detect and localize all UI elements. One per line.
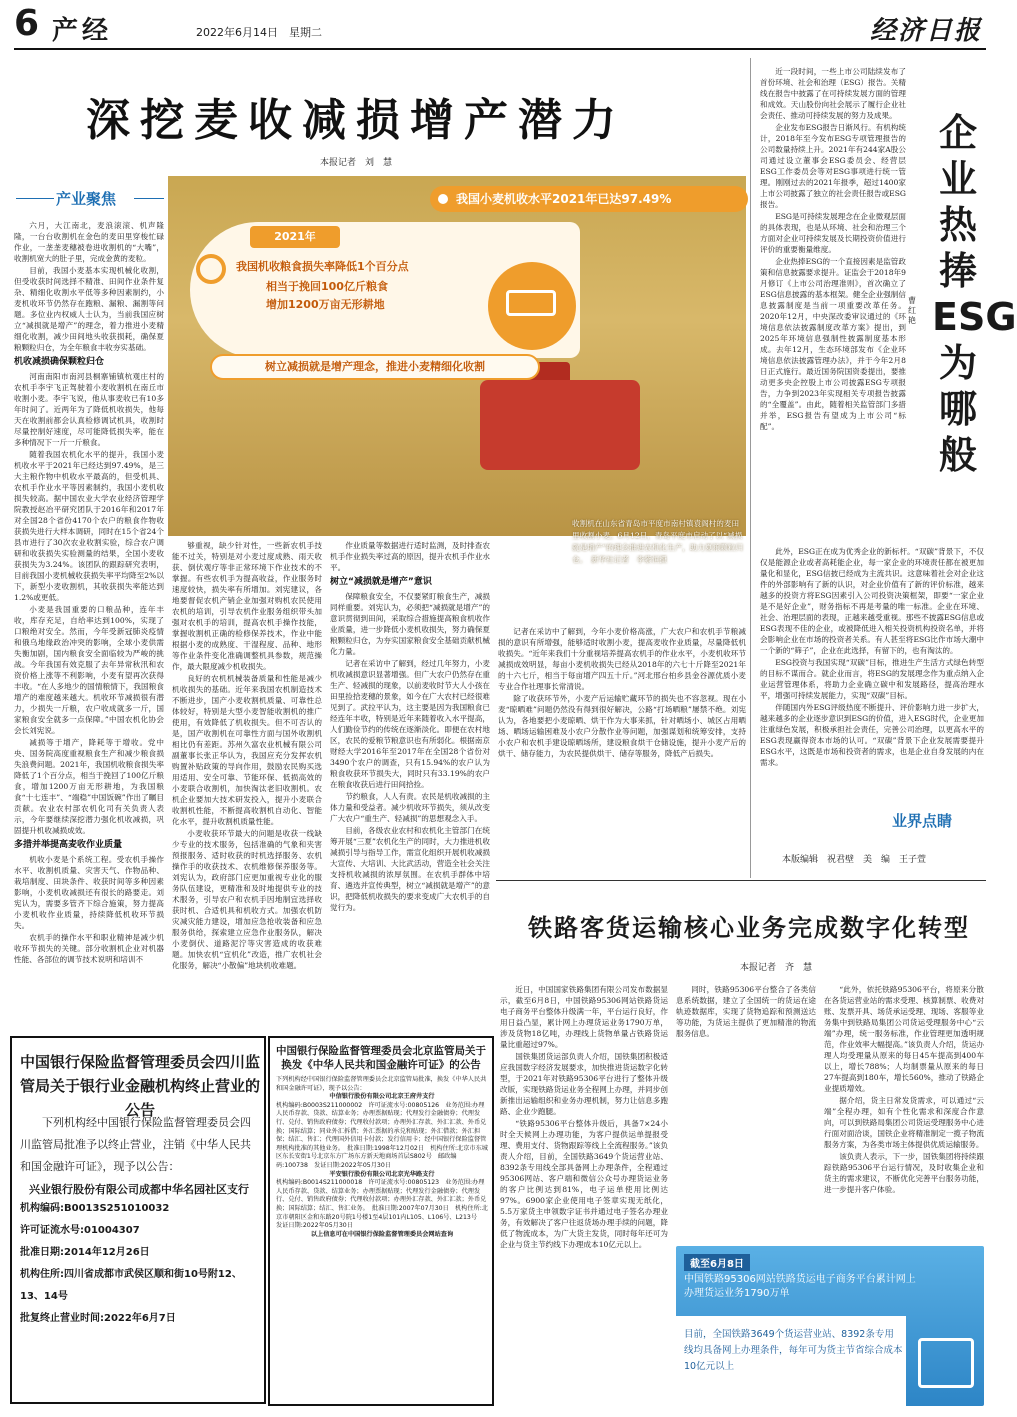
- article-column-4: [498, 626, 746, 876]
- railway-column-1: [500, 984, 668, 1404]
- calculator-icon: [918, 1338, 974, 1388]
- page-number: 6: [14, 3, 40, 44]
- target-icon: [196, 254, 226, 284]
- subheading: 树立“减损就是增产”意识: [330, 577, 432, 587]
- paragraph: 同时，铁路95306平台整合了各类信息系统数据，建立了全国统一的货运在途轨迹数据库，实现了货物追踪和预测送达等功能，为货运主提供了更加精准的物流服务信息。: [676, 985, 816, 1038]
- grain-saved-text: 相当于挽回100亿斤粮食: [266, 280, 388, 293]
- railway-column-3: [824, 984, 984, 1242]
- paragraph: 小麦是我国重要的口粮品种，连年丰收，库存充足，自给率达到100%，实现了口粮绝对安全。然而，今年受新冠肺炎疫情和俄乌地缘政治冲突的影响，全球小麦供需失衡加剧，国内粮食安全面临较为严峻的挑战。今年我国有效克服了去年异常秋汛和农资价格上涨等不利影响，小麦有望再次获得丰收。“在人多地少的国情粮情下，我国粮食增产的难度越来越大。机收环节减损很有潜力，少损失一斤粮，农户收成就多一斤，国家粮食安全就多一点保障。”中国农机化协会会长刘宪说。: [14, 605, 164, 735]
- paragraph: 作业质量等数据进行适时监测，及时排查农机手作业损失率过高的原因，提升农机手作业水平。: [330, 541, 490, 572]
- notice-footer: 以上信息可在中国银行保险监督管理委员会网站查询: [310, 1230, 454, 1238]
- paragraph: 记者在采访中了解到，经过几年努力，小麦机收减损意识显著增强。但广大农户仍然存在重生产、轻减损的现象，以前麦收时节大人小孩在田里捡拾麦穗的景象，如今在广大农村已经很难见到了。武拉平认为，这主要是因为我国粮食已经连年丰收，特别是近年来随着收入水平提高，人们勤俭节约的传统在逐渐淡化。即便在农村地区，农民的爱粮节粮意识也有所弱化。根据南京财经大学2016年至2017年在全国28个省份对3490个农户的调查，只有15.94%的农户认为粮食收获环节损失大，同时只有33.19%的农户在粮食收获后进行田间拾捡。: [330, 659, 490, 789]
- paragraph: 近一段时间，一些上市公司陆续发布了首份环境、社会和治理（ESG）报告。关精线在报告中披露了在可持续发展方面的管理和成效。天山股份向社会展示了履行企业社会责任、推动可持续发展的努力及成果。: [760, 67, 906, 120]
- notice-title: 中国银行保险监督管理委员会四川监管局关于银行业金融机构终止营业的公告: [20, 1053, 261, 1119]
- notice-field: 机构编码:B0013S251010032: [20, 1203, 170, 1214]
- farmland-added-text: 增加1200万亩无形耕地: [266, 298, 385, 311]
- paragraph: 保障粮食安全，不仅要紧盯粮食生产，减损同样重要。刘宪认为，必须把“减损就是增产”的意识贯彻到田间，采取综合措施提高粮食机收作业质量，进一步降低小麦机收损失，努力确保夏粮颗粒归仓，为夯实国家粮食安全基础贡献机械化力量。: [330, 592, 490, 656]
- issue-date: 2022年6月14日 星期二: [196, 26, 322, 39]
- esg-text-upper: [760, 66, 906, 538]
- notice-detail: 机构编码:B0003S211000002 许可证流水号:00805126 业务范围:办理人民币存款、贷款、结算业务；办理票据贴现；代理发行金融债券；代理发行、兑付、销售政府债券；代理收付款项；办理外汇存款、外汇汇款、外币兑换；国际结算；同业外汇拆借；外汇票据的承兑和贴现；外汇借款；外汇担保；结汇、售汇；代理国外信用卡付款；发行信用卡；经中国银行保险监督管理机构批准的其他业务。 批准日期:1998年12月02日 机构住所:北京市东城区东长安街1号北京东方广场东方新天地商场首层S802号 邮政编码:100738 发证日期:2022年05月30日: [276, 1101, 488, 1169]
- paragraph: ESG投资与我国实现“双碳”目标，推进生产生活方式绿色转型的目标不谋而合。就企业而言，将ESG的发展理念作为重点纳入企业运营管理体系，将助力企业确立碳中和发展路径，提高治理水平，增强可持续发展能力，实现“双碳”目标。: [760, 658, 984, 700]
- combine-harvester: [480, 380, 640, 470]
- infobox-line: 中国铁路95306网站铁路货运电子商务平台累计网上: [684, 1274, 916, 1285]
- harvester-icon: [506, 290, 556, 316]
- article-column-3: [330, 540, 490, 1032]
- newspaper-masthead: 经济日报: [869, 16, 982, 46]
- focus-rule-right: [134, 198, 164, 199]
- article-column-1: [14, 220, 164, 1032]
- section-title: 产经: [52, 16, 113, 46]
- notice-body: [276, 1076, 488, 1404]
- notice-title: 中国银行保险监督管理委员会北京监管局关于换发《中华人民共和国金融许可证》的公告: [276, 1045, 486, 1071]
- notice-intro: 下列机构经中国银行保险监督管理委员会北京监管局批准，换发《中华人民共和国金融许可证》，现予以公告：: [276, 1076, 487, 1092]
- paragraph: 随着我国农机化水平的提升，我国小麦机收水平于2021年已经达到97.49%，是三大主粮作物中机收水平最高的，但受机具、农机手作业水平等因素制约，我国小麦机收损失较高。据中国农业大学农业经济管理学院教授赵冶平研究团队于2016年和2017年对全国28个省份4170个农户的粮食作物收获损失进行大样本调研，同时在15个省24个县市进行了30次农业收割实验，综合农户调研和收获损失实验测量的结果，全国小麦收获损失为3.24%。该团队的跟踪研究表明，目前我国小麦机械收获损失率平均降至2%以下，新型小麦收割机，其收获损失率能达到1.2%或更低。: [14, 450, 164, 602]
- subheading: 机收减损确保颗粒归仓: [14, 357, 105, 367]
- notice-institution: 兴业银行股份有限公司成都中华名园社区支行: [29, 1183, 249, 1196]
- paragraph: 目前，我国小麦基本实现机械化收割，但受收获时间选择不精准、田间作业条件复杂、精细化收割水平低等多种因素制约，小麦机收环节仍然存在跑粮、漏粮、漏割等问题。多位业内权威人士认为，当前我国应树立“减损就是增产”的理念，着力推进小麦精细化收割，减少田间地头收获损耗，确保夏粮颗粒归仓，为全年粮食丰收夯实基础。: [14, 266, 164, 352]
- main-headline: 深挖麦收减损增产潜力: [86, 95, 626, 146]
- paragraph: 此外，ESG正在成为优秀企业的新标杆。“双碳”背景下，不仅仅是能源企业或者高耗能企业，每一家企业的环境责任都在被更加量化和显化，ESG信披已经成为主流共识。这意味着社会对企业这件的外部影响有了新的认识，对企业价值有了新的评价标准，越来越多的投资方将ESG因素引入公司投资决策框架，即要“一家企业是不是好企业”，财务指标不再是考量的唯一标准。企业在环境、社会、治理层面的表现，正越来越受重视。那些不披露ESG信息或ESG表现不佳的企业，或被降低进入相关投资机构投资名单，并将会影响企业在市场的投资者关系。有人甚至将ESG比作市场大潮中一个新的“筛子”，企业在此选择，有留下的，也有淘汰的。: [760, 547, 984, 655]
- notice-body: [20, 1112, 258, 1330]
- paragraph: ESG是可持续发展理念在企业微观层面的具体表现，也是从环境、社会和治理三个方面对企业可持续发展及长期投资价值进行评价的重要衡量维度。: [760, 212, 906, 254]
- railway-column-2: [676, 984, 816, 1242]
- paragraph: 农机手的操作水平和职业精神是减少机收环节损失的关键。部分收割机企业对机器性能、各部位的调节技术说明和培训不: [14, 933, 164, 964]
- paragraph: 目前，各级农业农村和农机化主管部门在统筹开展“三夏”农机化生产的同时，大力推进机收减损引导与指导工作，需宣化组织开展机收减损大宣传、大培训、大比武活动，营造全社会关注支持机收减损的浓厚氛围。在农机手群体中培育、遴选并宣传典型，树立“减损就是增产”的意识，把降低机收损失的要求变成广大农机手的自觉行为。: [330, 826, 490, 912]
- paragraph: 近日，中国国家铁路集团有限公司发布数据显示，截至6月8日，中国铁路95306网站铁路货运电子商务平台整体升级满一年，平台运行良好，作用日益凸显，累计网上办理货运业务1790万单，涉及货物18亿吨，办理线上货物单量占铁路货运量比重超过97%。: [500, 985, 668, 1049]
- paragraph: 小麦收获环节最大的问题是收获一线缺少专业的技术服务，包括准确的气象和夹害预报服务、适时收获的时机选择服务、农机操作手的收获技术、农机维修保养服务等。刘宪认为，政府部门应更加重视专业化的服务队伍建设，更精准和及时地提供专业的技术服务，引导农户和农机手因地制宜选择收获时机、合适机具和机收方式。加强农机防灾减灾能力建设，增加应急抢收装备和应急服务供给，探索建立应急作业服务队，解决小麦倒伏、道路泥泞等灾害造成的收获难题。加快农机“宜机化”改造，推广农机社会化服务，解决“小散偏”地块机收难题。: [172, 829, 322, 970]
- paragraph: 除了收获环节外，小麦产后运输贮藏环节的损失也不容忽视。现在小麦“晾晒难”问题仍然没有得到很好解决，公路“打场晒粮”屡禁不绝。刘宪认为，各地要把小麦晾晒、烘干作为大事来抓，针对晒场小、城区占用晒场、晒场运输困难及小农户分散作业等问题，加强谋划和统筹安排，支持小农户和农机手建设晾晒场所，建设粮食烘干仓储设施，提升小麦产后的烘干、储存能力，为农民提供烘干、储存等服务，降低产后损失。: [498, 694, 746, 758]
- infobox-line: 目前，全国铁路3649个货运营业站、8392条专用: [684, 1329, 894, 1340]
- notice-field: 机构住所:四川省成都市武侯区顺和街10号附12、13、14号: [20, 1269, 242, 1302]
- paragraph: 企业发布ESG报告日渐风行。有机构统计，2018年至今发布ESG专项管理报告的公司数量持续上升。2021年有244家A股公司通过设立董事会ESG委员会、经营层ESG工作委员会等对ESG事项进行统一管理。刚刚过去的2021年报季，超过1400家上市公司披露了独立的社会责任报告或ESG报告。: [760, 123, 906, 209]
- paragraph: 伴随国内外ESG评级热度不断提升、评价影响力进一步扩大，越来越多的企业逐步意识到ESG的价值，进入ESG时代，企业更加注重绿色发展，积极承担社会责任，完善公司治理，以更高水平的ESG表现赢得资本市场的认可。“双碳”背景下企业发展需要提升ESG水平，这既是市场和投资者的需求，也是企业自身发展的内在需求。: [760, 703, 984, 767]
- notice-institution: 中信银行股份有限公司北京王府井支行: [329, 1093, 435, 1101]
- infobox-date: 截至6月8日: [684, 1254, 750, 1271]
- photo-caption: 收割机在山东省青岛市平度市南村镇袁阁村的麦田里收割小麦。6月12日，青岛平度市启动了以“减损就是增产”的理念推进农机化生产，助力夏粮颗粒归仓。 新华社记者 李紫恒摄: [572, 519, 743, 564]
- esg-text-lower: [760, 546, 984, 806]
- notice-intro: 下列机构经中国银行保险监督管理委员会四川监管局批准予以终止营业，注销《中华人民共和国金融许可证》，现予以公告：: [20, 1116, 251, 1173]
- notice-field: 批准日期:2014年12月26日: [20, 1247, 150, 1258]
- paragraph: “此外，依托铁路95306平台，将原来分散在各货运营业站的需求受理、核算制票、收费对账、发票开具、场货承运受理、现场、客服等业务集中到铁路局集团公司货运受理服务中心“云端”办理，统一服务标准，作业管理更加透明规范，作业效率大幅提高。”该负责人介绍，货运办理人均受理量从原来的每日45车提高到400车以上，增长788%；人均制票量从原来的每日27车提高到180车，增长560%，推动了铁路企业提质增效。: [824, 985, 984, 1093]
- column-label-industry-focus: 产业聚焦: [56, 190, 117, 208]
- year-badge: 2021年: [250, 226, 340, 248]
- loss-rate-text: 我国机收粮食损失率降低1个百分点: [236, 260, 409, 273]
- subheading: 多措并举提高麦收作业质量: [14, 840, 123, 850]
- paragraph: 记者在采访中了解到，今年小麦价格高涨，广大农户和农机手节粮减损的意识有所增强，能够适时收割小麦，提高麦收作业质量，尽量降低机收损失。“近年来我们十分重视培养提高农机手的作业水平，小麦机收环节减损成效明显，每亩小麦机收损失已经从2018年的六七十斤降至2021年的十六七斤，相当于每亩增产四五十斤。”河北邢台柏乡县金谷源优质小麦专业合作社理事长常清说。: [498, 627, 746, 691]
- esg-headline: 企业热捧ESG为哪般: [932, 111, 1017, 477]
- railway-headline: 铁路客货运输核心业务完成数字化转型: [528, 914, 970, 942]
- railway-byline: 本报记者 齐 慧: [740, 963, 813, 973]
- concept-banner: 树立减损就是增产理念，推进小麦精细化收割: [210, 354, 540, 380]
- column-label-industry-insight: 业界点睛: [892, 812, 953, 830]
- paragraph: 六月，大江南北，麦浪滚滚、机声隆隆，一台台收割机在金色的麦田里穿梭忙碌作业，一垄垄麦穗被卷进收割机的“大嘴”，收割机宽大的肚子里，完成金黄的麦粒。: [14, 221, 164, 263]
- paragraph: 河南南阳市南河县桐寨铺镇杭观庄村的农机手李宇飞正驾驶着小麦收割机在南丘市收割小麦。李宇飞说，他从事麦收已有10多年时间了。近两年为了降低机收损失，他每天在收割前都会认真检修调试机具，收割时尽量控制好速度，尽可能降低损失率，能在多种情况下一斤一斤粮食。: [14, 372, 164, 447]
- header-rule: [14, 48, 986, 50]
- paragraph: 良好的农机机械装备质量和性能是减少机收损失的基础。近年来我国农机制造技术不断进步，国产小麦收割机质量、可靠性总体较好，特别是大型小麦智能收割机的推广使用，有效降低了机收损失。但不可否认的是，国产收割机在可靠性方面与国外收割机相比仍有差距。苏州久富农业机械有限公司副董事长张正华认为，我国应充分发挥农机购置补贴政策的导向作用，鼓励农民购买选用适用、安全可靠、节能环保、低损高效的小麦联合收割机，加快淘汰老旧收割机。农机企业要加大技术研发投入，提升小麦联合收割机性能，不断提高收割机自动化、智能化水平，提升收割机质量性能。: [172, 674, 322, 826]
- infobox-line: 10亿元以上: [684, 1361, 735, 1372]
- focus-rule-left: [16, 198, 54, 199]
- page-editors: 本版编辑 祝君壁 美 编 王子萱: [782, 855, 927, 865]
- paragraph: 据介绍，货主日常发货需求，可以通过“云端”全程办理，如有个性化需求和深度合作意向，可以到铁路局集团公司货运受理服务中心进行面对面洽谈，国铁企业将精准制定一揽子物流服务方案，为各类市场主体提供优质运输服务。: [824, 1096, 984, 1149]
- paragraph: 减损等于增产，降耗等于增收。党中央、国务院高度重视粮食生产和减少粮食损失浪费问题。2021年，我国机收粮食损失率降低了1个百分点，相当于挽回了100亿斤粮食，增加1200万亩无形耕地，为我国粮食“十七连丰”、“端稳”中国饭碗”作出了瞩目贡献。农业农村部农机化司有关负责人表示，今年要继续深挖潜力强化机收减损，巩固提升机收减损成效。: [14, 738, 164, 835]
- infobox-line: 办理货运业务1790万单: [684, 1288, 790, 1299]
- notice-field: 许可证流水号:01004307: [20, 1225, 140, 1236]
- paragraph: 企业热捧ESG的一个直接因素是监管政策和信息披露要求提升。证监会于2018年9月修订《上市公司治理准则》，首次确立了ESG信息披露的基本框架。健全企业强制信息披露制度是当前一项重要改革任务。2020年12月，中央深改委审议通过的《环境信息依法披露制度改革方案》提出，到2025年环境信息强制性披露制度基本形成。去年12月，生态环境部发布《企业环境信息依法披露管理办法》，并于今年2月8日正式施行。最近国务院国资委提出，要推动更多央企控股上市公司披露ESG专项报告，力争到2023年实现相关专项报告披露的“全覆盖”。由此，随着相关监管部门多措并举，ESG报告有望成为上市公司“标配”。: [760, 257, 906, 431]
- paragraph: 够重视，缺少针对性，一些新农机手技能不过关，特别是对小麦过度成熟、雨天收获、倒伏观疗等非正常环境下作业技术的不掌握。有些农机手为提高收益，作业服务时速度较快，损失率有所增加。刘宪建议，各地要督促农机产销企业加强对购机农民使用农机的培训，引导农机作业服务组织带头加强对农机手的培训，提高农机手操作技能，掌握收割机正确的检修保养技术，作业中能根据小麦的成熟度、干湿程度、品种、地形等作业条件变化准确调整机具参数，规范操作，最大限度减少机收损失。: [172, 541, 322, 671]
- notice-institution: 平安银行股份有限公司北京光华路支行: [329, 1170, 435, 1178]
- mechanization-rate-badge: 我国小麦机收水平2021年已达97.49%: [430, 186, 748, 212]
- paragraph: “铁路95306平台整体升级后，具备7×24小时全天候网上办理功能，为客户提供运单提报受理、费用支付、货物跟踪等线上全流程服务。”该负责人介绍，目前，全国铁路3649个货运营业站、8392条专用线全部具备网上办理条件，全程通过95306网站、客户端和微信公众号办理货运业务的客户比例达到81%，电子运单使用比例达97%。6900家企业使用电子签章实现无纸化，5.5万家货主申领数字证书并通过电子签名办理业务，有效解决了客户往返货场办理手续的问题，降低了物流成本，为广大货主发货，同时每年还可为企业与货主节约线下办理成本10亿元以上。: [500, 1119, 668, 1249]
- article-column-2: [172, 540, 322, 1032]
- paragraph: 国铁集团货运部负责人介绍，国铁集团积极适应我国数字经济发展要求，加快推进货运数字化转型，于2021年对铁路95306平台进行了整体升级改版，实现铁路货运业务全程网上办理，并同步创新推出运输组织和业务办理机制，努力让信息多跑路、企业少跑腿。: [500, 1052, 668, 1116]
- paragraph: 机收小麦是个系统工程。受农机手操作水平、收割机质量、灾害天气、作物品种、栽培制度、田块条件、收获时间等多种因素影响，小麦机收减损还有很长的路要走。刘宪认为，需要多管齐下综合施策，努力提高小麦机收作业质量，持续降低机收环节损失。: [14, 855, 164, 930]
- badge-dot-icon: [438, 194, 448, 204]
- main-byline: 本报记者 刘 慧: [320, 158, 393, 168]
- notice-detail: 机构编码:B0014S211000018 许可证流水号:00805123 业务范围:办理人民币存款、贷款、结算业务；办理票据贴现；代理发行金融债券；代理发行、兑付、销售政府债券；代理收付款项；办理外汇存款、外汇汇款；外币兑换；国际结算；结汇、售汇业务。 批准日期:2007年07月30日 机构住所:北京市朝阳区金和东路20号院1号楼1至4层101内L105、L106号、L213号 发证日期:2022年05月30日: [276, 1179, 488, 1230]
- infobox-line: 线均具备网上办理条件，每年可为货主节省综合成本: [684, 1345, 903, 1356]
- esg-byline: 曹红艳: [908, 296, 916, 325]
- paragraph: 该负责人表示，下一步，国铁集团将持续跟踪铁路95306平台运行情况，及时收集企业和货主的需求建议，不断优化完善平台服务功能，进一步提升客户体验。: [824, 1152, 984, 1194]
- notice-field: 批复终止营业时间:2022年6月7日: [20, 1313, 176, 1324]
- paragraph: 节约粮食，人人有责。农民是机收减损的主体力量和受益者。减少机收环节损失，须从改变广大农户“重生产、轻减损”的思想观念入手。: [330, 792, 490, 823]
